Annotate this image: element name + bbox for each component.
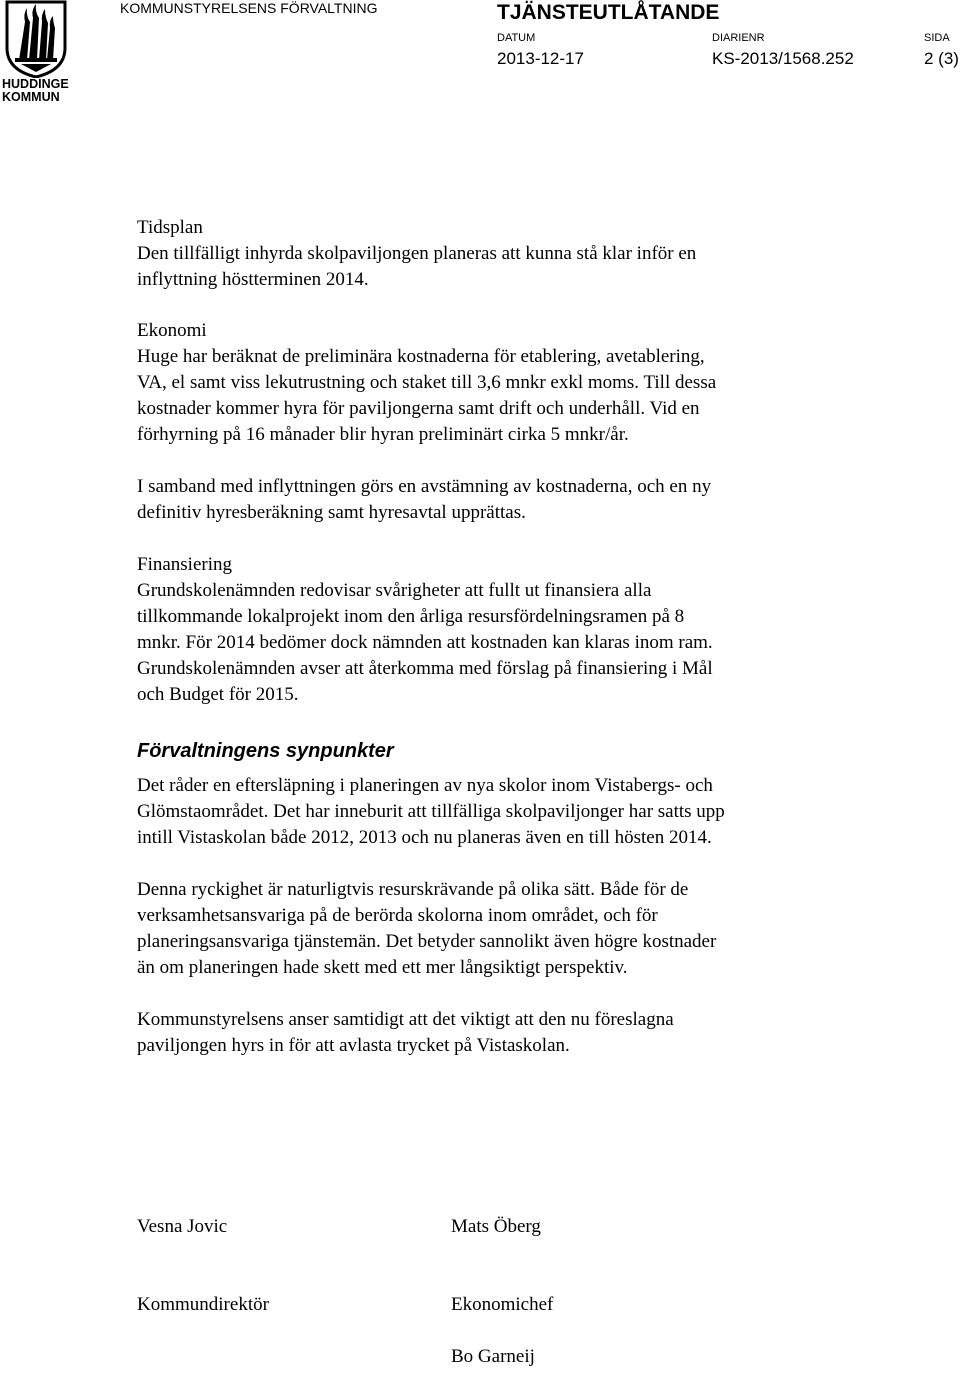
municipality-logo [0,0,72,108]
section-heading-synpunkter: Förvaltningens synpunkter [137,740,394,762]
paragraph-line: Det råder en eftersläpning i planeringen av nya skolor inom Vistabergs- och [137,775,713,796]
paragraph-line: Glömstaområdet. Det har inneburit att tillfälliga skolpaviljonger har satts upp [137,801,725,822]
date-value: 2013-12-17 [497,49,584,68]
section-ekonomi [137,318,716,448]
synpunkter-paragraph-1 [137,773,725,851]
huddinge-crest-icon [5,0,67,78]
paragraph-line: verksamhetsansvariga på de berörda skolorna inom området, och för [137,905,658,926]
paragraph-line: paviljongen hyrs in för att avlasta trycket på Vistaskolan. [137,1035,570,1056]
paragraph-line: VA, el samt viss lekutrustning och staket till 3,6 mnkr exkl moms. Till dessa [137,372,717,393]
document-type: TJÄNSTEUTLÅTANDE [497,1,720,24]
page-label: SIDA [924,32,950,44]
paragraph-line: planeringsansvariga tjänstemän. Det betyder sannolikt även högre kostnader [137,931,717,952]
paragraph-line: Kommunstyrelsens anser samtidigt att det viktigt att den nu föreslagna [137,1009,674,1030]
signatory-name: Vesna Jovic [137,1216,228,1237]
paragraph-line: definitiv hyresberäkning samt hyresavtal upprättas. [137,502,526,523]
logo-line2: KOMMUN [2,90,60,104]
paragraph-line: intill Vistaskolan både 2012, 2013 och nu planeras även en till hösten 2014. [137,827,712,848]
signatory-name: Bo Garneij [451,1346,535,1367]
paragraph-line: förhyrning på 16 månader blir hyran preliminärt cirka 5 mnkr/år. [137,424,629,445]
synpunkter-paragraph-3 [137,1007,674,1059]
paragraph-line: Huge har beräknat de preliminära kostnaderna för etablering, avetablering, [137,346,705,367]
paragraph-line: Den tillfälligt inhyrda skolpaviljongen planeras att kunna stå klar inför en [137,243,697,264]
paragraph-line: än om planeringen hade skett med ett mer långsiktigt perspektiv. [137,957,628,978]
signatory-name: Mats Öberg [451,1216,541,1237]
paragraph-line: Grundskolenämnden avser att återkomma med förslag på finansiering i Mål [137,658,713,679]
date-label: DATUM [497,32,536,44]
paragraph-line: inflyttning höstterminen 2014. [137,269,369,290]
paragraph-line: I samband med inflyttningen görs en avstämning av kostnaderna, och en ny [137,476,712,497]
paragraph-line: Grundskolenämnden redovisar svårigheter att fullt ut finansiera alla [137,580,652,601]
org-name: KOMMUNSTYRELSENS FÖRVALTNING [120,0,378,16]
logo-line1: HUDDINGE [2,77,69,91]
section-title: Finansiering [137,554,232,575]
signatory-title: Ekonomichef [451,1294,554,1315]
synpunkter-paragraph-2 [137,877,716,981]
signatory-title: Kommundirektör [137,1294,269,1315]
paragraph-line: kostnader kommer hyra för paviljongerna samt drift och underhåll. Vid en [137,398,700,419]
ref-label: DIARIENR [712,32,765,44]
page-value: 2 (3) [924,49,959,68]
section-tidsplan [137,215,696,293]
paragraph-line: och Budget för 2015. [137,684,299,705]
ref-value: KS-2013/1568.252 [712,49,854,68]
signature-block-3 [451,1292,535,1396]
section-title: Tidsplan [137,217,203,238]
paragraph-line: tillkommande lokalprojekt inom den årliga resursfördelningsramen på 8 [137,606,685,627]
section-finansiering [137,552,713,708]
section-title: Ekonomi [137,320,207,341]
section-samband [137,474,711,526]
paragraph-line: Denna ryckighet är naturligtvis resurskrävande på olika sätt. Både för de [137,879,689,900]
paragraph-line: mnkr. För 2014 bedömer dock nämnden att kostnaden kan klaras inom ram. [137,632,713,653]
logo-text [0,78,74,104]
